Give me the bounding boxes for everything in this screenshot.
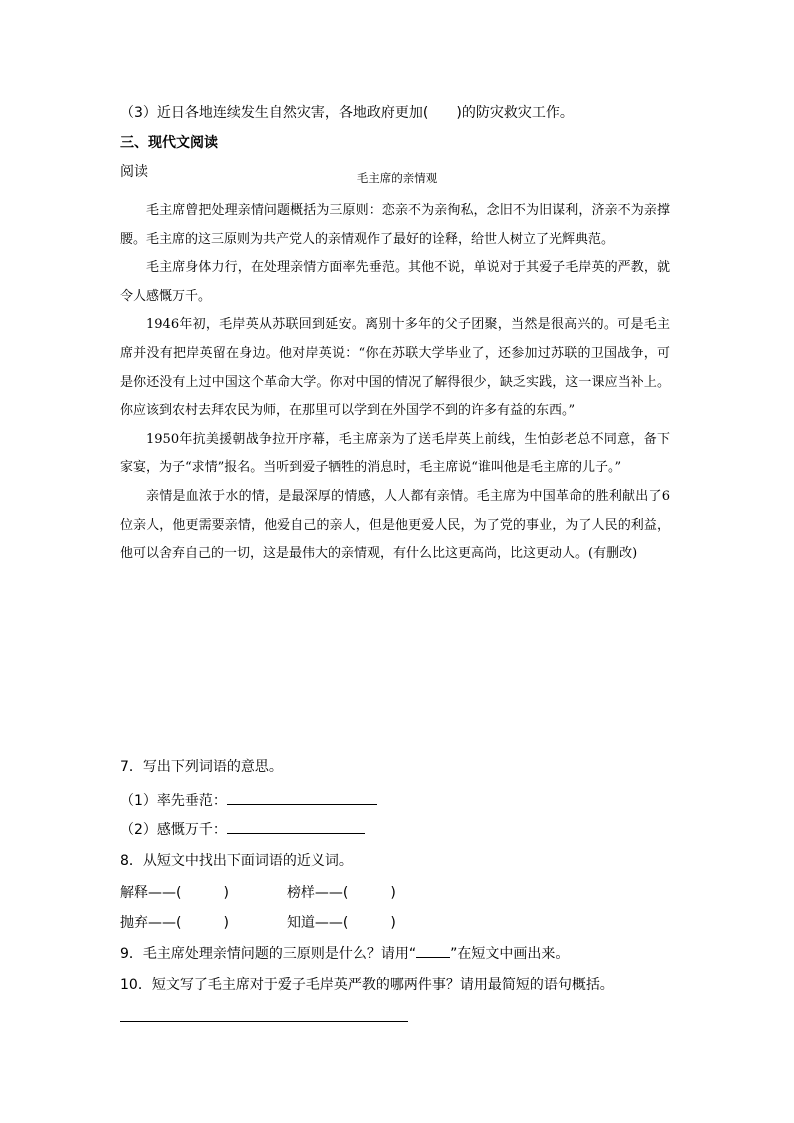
synonym-item: 解释——( ) [120,885,229,901]
answer-line[interactable] [120,1021,408,1022]
question-9-after: ”在短文中画出来。 [450,946,570,962]
question-8-row-2 [120,913,396,933]
passage-paragraph: 1950年抗美援朝战争拉开序幕，毛主席亲为了送毛岸英上前线，生怕彭老总不同意，备下家宴，为子“求情”报名。当听到爱子牺牲的消息时，毛主席说“谁叫他是毛主席的儿子。” [120,431,670,476]
passage-paragraph: 毛主席曾把处理亲情问题概括为三原则：恋亲不为亲徇私，念旧不为旧谋利，济亲不为亲撑腰。毛主席的这三原则为共产党人的亲情观作了最好的诠释，给世人树立了光辉典范。 [120,203,670,247]
passage-paragraph: 毛主席身体力行，在处理亲情方面率先垂范。其他不说，单说对于其爱子毛岸英的严教，就令人感慨万千。 [120,260,670,304]
question-8-prompt: 8．从短文中找出下面词语的近义词。 [120,853,353,869]
question-3-line: （3）近日各地连续发生自然灾害，各地政府更加( )的防灾救灾工作。 [120,105,574,121]
question-9 [120,943,569,964]
item-label: （1）率先垂范： [120,793,227,809]
passage-title: 毛主席的亲情观 [356,171,438,185]
synonym-item: 榜样——( ) [286,885,396,901]
underline-mark [416,943,450,958]
passage-paragraph: 亲情是血浓于水的情，是最深厚的情感，人人都有亲情。毛主席为中国革命的胜利献出了6位亲人，他更需要亲情，他爱自己的亲人，但是他更爱人民，为了党的事业，为了人民的利益，他可以舍弃自己的一切，这是最伟大的亲情观，有什么比这更高尚，比这更动人。(有删改) [120,488,670,562]
question-10: 10．短文写了毛主席对于爱子毛岸英严教的哪两件事？请用最简短的语句概括。 [120,977,614,993]
reading-label: 阅读 [120,164,148,180]
synonym-item: 抛弃——( ) [120,915,229,931]
question-7-prompt: 7．写出下列词语的意思。 [120,759,283,775]
answer-blank[interactable] [227,819,365,834]
synonym-item: 知道——( ) [286,915,396,931]
question-7-item-1 [120,790,377,811]
item-label: （2）感慨万千： [120,822,227,838]
answer-blank[interactable] [227,790,377,805]
question-8-row-1 [120,883,396,903]
question-7-item-2 [120,819,365,840]
question-9-before: 9．毛主席处理亲情问题的三原则是什么？请用“ [120,946,417,962]
section-heading: 三、现代文阅读 [120,135,218,151]
passage-paragraph: 1946年初，毛岸英从苏联回到延安。离别十多年的父子团聚，当然是很高兴的。可是毛主席并没有把岸英留在身边。他对岸英说：“你在苏联大学毕业了，还参加过苏联的卫国战争，可是你还没有上过中国这个革命大学。你对中国的情况了解得很少，缺乏实践，这一课应当补上。你应该到农村去拜农民为师，在那里可以学到在外国学不到的许多有益的东西。” [120,317,670,419]
passage-body [120,197,670,569]
